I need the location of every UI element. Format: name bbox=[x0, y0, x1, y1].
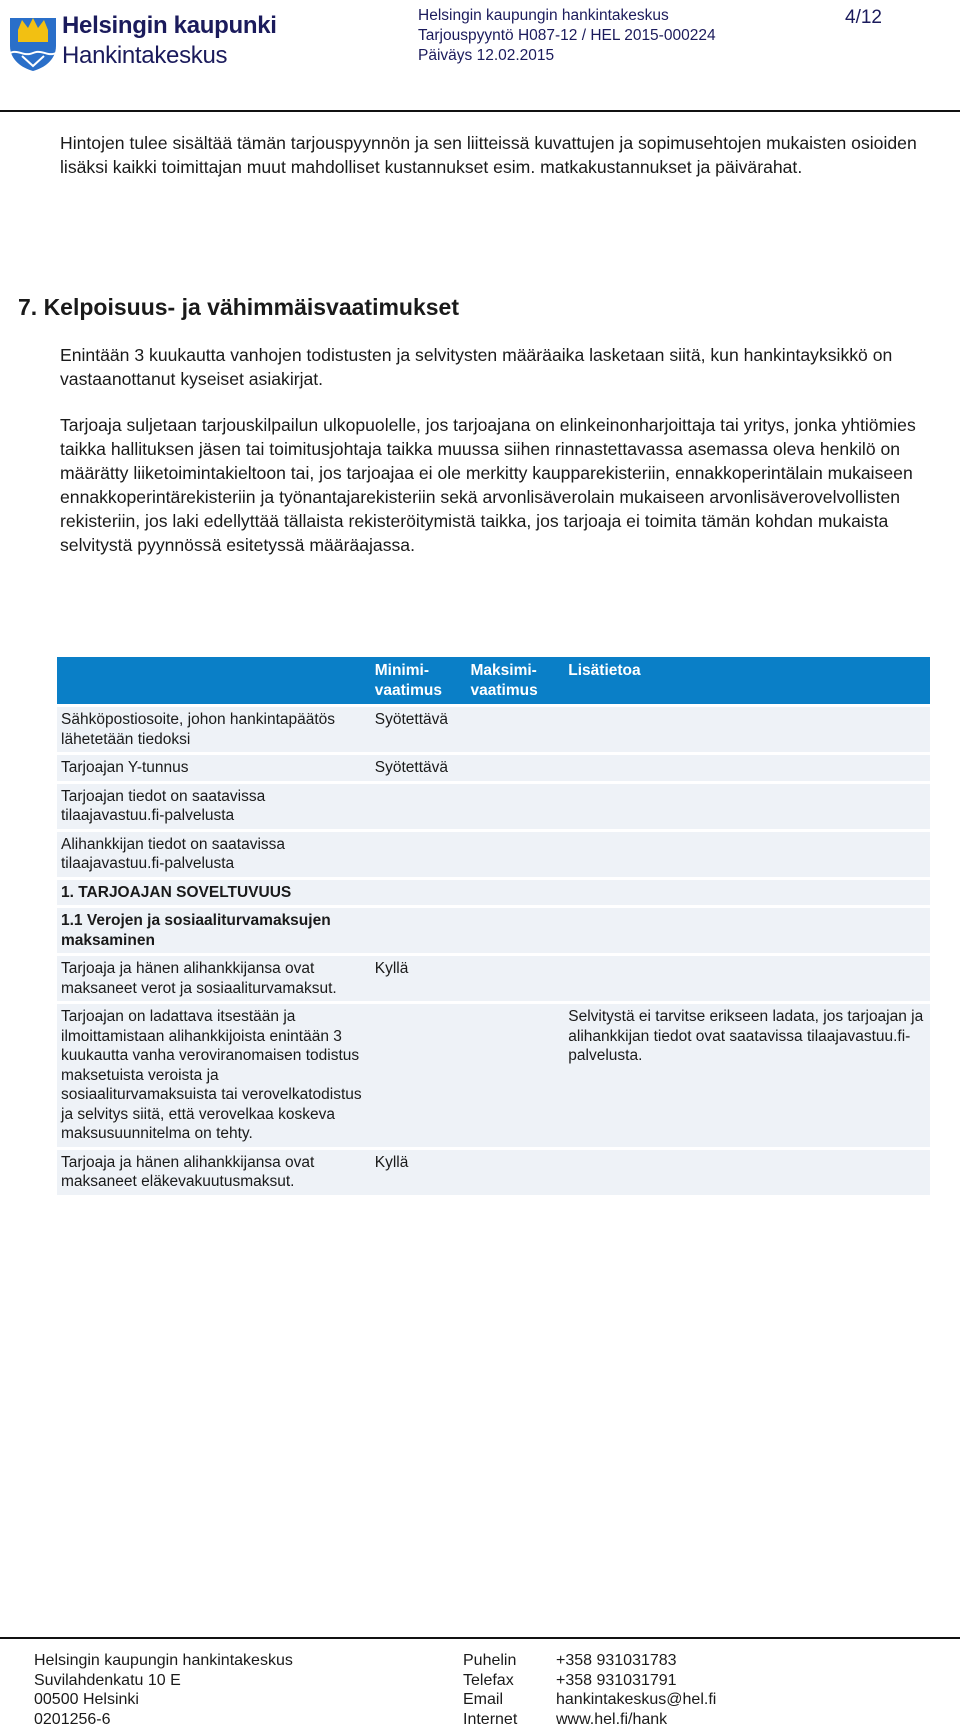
row-minimum bbox=[371, 784, 467, 829]
logo-subtitle: Hankintakeskus bbox=[62, 42, 227, 70]
row-maximum bbox=[467, 956, 565, 1001]
column-header-minimum: Minimi-vaatimus bbox=[371, 657, 467, 704]
footer-phone: +358 931031783 bbox=[556, 1651, 716, 1671]
footer-org: Helsingin kaupungin hankintakeskus bbox=[34, 1651, 293, 1671]
row-minimum: Syötettävä bbox=[371, 755, 467, 781]
footer-divider bbox=[0, 1637, 960, 1639]
row-minimum: Kyllä bbox=[371, 1150, 467, 1195]
row-label: Tarjoajan tiedot on saatavissa tilaajavastuu.fi-palvelusta bbox=[57, 784, 371, 829]
paragraph-validity: Enintään 3 kuukautta vanhojen todistusten ja selvitysten määräaika lasketaan siitä, kun hankintayksikkö on vastaanottanut kyseiset asiakirjat. bbox=[60, 343, 920, 391]
table-section-row bbox=[57, 880, 930, 906]
header-divider bbox=[0, 110, 960, 112]
column-header-item bbox=[57, 657, 371, 704]
footer-label-internet: Internet bbox=[463, 1710, 517, 1729]
footer-postal: 00500 Helsinki bbox=[34, 1690, 293, 1710]
row-minimum bbox=[371, 908, 467, 953]
row-maximum bbox=[467, 832, 565, 877]
table-row bbox=[57, 1004, 930, 1147]
table-row bbox=[57, 755, 930, 781]
header-reference: Tarjouspyyntö H087-12 / HEL 2015-000224 bbox=[418, 26, 716, 46]
footer-email: hankintakeskus@hel.fi bbox=[556, 1690, 716, 1710]
column-header-info: Lisätietoa bbox=[564, 657, 930, 704]
row-minimum: Kyllä bbox=[371, 956, 467, 1001]
row-label: Alihankkijan tiedot on saatavissa tilaajavastuu.fi-palvelusta bbox=[57, 832, 371, 877]
row-maximum bbox=[467, 784, 565, 829]
logo-title: Helsingin kaupunki bbox=[62, 12, 277, 40]
intro-paragraph: Hintojen tulee sisältää tämän tarjouspyynnön ja sen liitteissä kuvattujen ja sopimusehtojen mukaisten osioiden lisäksi kaikki toimittajan muut mahdolliset kustannukset esim. matkakustannukset ja päivärahat. bbox=[60, 131, 920, 179]
section-heading: 7. Kelpoisuus- ja vähimmäisvaatimukset bbox=[18, 294, 459, 321]
header-date: Päiväys 12.02.2015 bbox=[418, 46, 716, 66]
row-maximum bbox=[467, 880, 565, 906]
row-info bbox=[564, 832, 930, 877]
row-info bbox=[564, 908, 930, 953]
table-row bbox=[57, 1150, 930, 1195]
city-crest-icon bbox=[8, 8, 58, 72]
header-org: Helsingin kaupungin hankintakeskus bbox=[418, 6, 716, 26]
footer-contact-values bbox=[556, 1651, 716, 1729]
footer-address bbox=[34, 1651, 293, 1729]
footer-contact-labels bbox=[463, 1651, 517, 1729]
row-info: Selvitystä ei tarvitse erikseen ladata, jos tarjoajan ja alihankkijan tiedot ovat saatavissa tilaajavastuu.fi-palvelusta. bbox=[564, 1004, 930, 1147]
row-maximum bbox=[467, 908, 565, 953]
column-header-maximum: Maksimi-vaatimus bbox=[467, 657, 565, 704]
row-label: Tarjoajan Y-tunnus bbox=[57, 755, 371, 781]
row-maximum bbox=[467, 1150, 565, 1195]
document-header bbox=[418, 6, 716, 66]
row-minimum: Syötettävä bbox=[371, 707, 467, 752]
row-maximum bbox=[467, 1004, 565, 1147]
row-label: Sähköpostiosoite, johon hankintapäätös lähetetään tiedoksi bbox=[57, 707, 371, 752]
row-info bbox=[564, 784, 930, 829]
row-maximum bbox=[467, 707, 565, 752]
row-info bbox=[564, 1150, 930, 1195]
page-number: 4/12 bbox=[845, 7, 882, 29]
footer-business-id: 0201256-6 bbox=[34, 1710, 293, 1729]
row-info bbox=[564, 956, 930, 1001]
footer-street: Suvilahdenkatu 10 E bbox=[34, 1671, 293, 1691]
footer-website: www.hel.fi/hank bbox=[556, 1710, 716, 1729]
footer-label-fax: Telefax bbox=[463, 1671, 517, 1691]
row-label: Tarjoajan on ladattava itsestään ja ilmoittamistaan alihankkijoista enintään 3 kuukautta vanha veroviranomaisen todistus maksetuista veroista ja sosiaaliturvamaksuista tai verovelkatodistus ja selvitys siitä, että verovelkaa koskeva maksusuunnitelma on tehty. bbox=[57, 1004, 371, 1147]
row-minimum bbox=[371, 832, 467, 877]
row-minimum bbox=[371, 1004, 467, 1147]
row-label: Tarjoaja ja hänen alihankkijansa ovat maksaneet verot ja sosiaaliturvamaksut. bbox=[57, 956, 371, 1001]
row-label: 1.1 Verojen ja sosiaaliturvamaksujen maksaminen bbox=[57, 908, 371, 953]
row-minimum bbox=[371, 880, 467, 906]
table-row bbox=[57, 784, 930, 829]
table-section-row bbox=[57, 908, 930, 953]
table-row bbox=[57, 832, 930, 877]
row-info bbox=[564, 707, 930, 752]
requirements-table bbox=[57, 654, 930, 1198]
city-logo bbox=[8, 6, 293, 72]
table-row bbox=[57, 956, 930, 1001]
table-row bbox=[57, 707, 930, 752]
row-info bbox=[564, 755, 930, 781]
paragraph-exclusion: Tarjoaja suljetaan tarjouskilpailun ulkopuolelle, jos tarjoajana on elinkeinonharjoittaja tai yritys, jonka yhtiömies taikka hallituksen jäsen tai toimitusjohtaja taikka muussa siihen rinnastettavassa asemassa oleva henkilö on määrätty liiketoimintakieltoon tai, jos tarjoajaa ei ole merkitty kaupparekisteriin, ennakkoperintälain mukaiseen ennakkoperintärekisteriin ja työnantajarekisteriin sekä arvonlisäverolain mukaiseen arvonlisäverovelvollisten rekisteriin, jos laki edellyttää tällaista rekisteröitymistä taikka, jos tarjoaja ei toimita tämän kohdan mukaista selvitystä pyynnössä esitetyssä määräajassa. bbox=[60, 413, 920, 557]
footer-label-phone: Puhelin bbox=[463, 1651, 517, 1671]
row-info bbox=[564, 880, 930, 906]
row-label: Tarjoaja ja hänen alihankkijansa ovat maksaneet eläkevakuutusmaksut. bbox=[57, 1150, 371, 1195]
table-header-row bbox=[57, 657, 930, 704]
footer-fax: +358 931031791 bbox=[556, 1671, 716, 1691]
row-label: 1. TARJOAJAN SOVELTUVUUS bbox=[57, 880, 371, 906]
footer-label-email: Email bbox=[463, 1690, 517, 1710]
row-maximum bbox=[467, 755, 565, 781]
